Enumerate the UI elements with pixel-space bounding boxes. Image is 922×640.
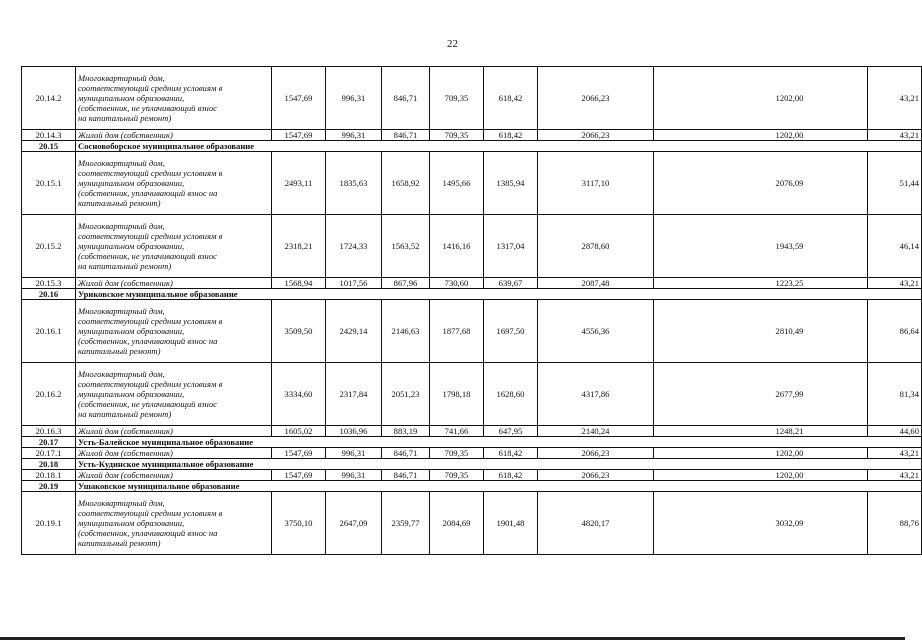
table-row [22, 300, 922, 363]
value-cell: 1416,16 [430, 215, 484, 278]
section-code: 20.18 [22, 459, 76, 470]
value-cell: 86,64 [868, 300, 922, 363]
value-cell: 2051,23 [382, 363, 430, 426]
table-row [22, 492, 922, 555]
value-cell: 996,31 [326, 130, 382, 141]
value-cell: 2359,77 [382, 492, 430, 555]
row-code: 20.15.2 [22, 215, 76, 278]
section-filler [326, 481, 922, 492]
value-cell: 3117,10 [538, 152, 654, 215]
value-cell: 2140,24 [538, 426, 654, 437]
page-number: 22 [447, 38, 458, 50]
row-description: Многоквартирный дом, соответствующий средним условиям в муниципальном образовании, (собственник, уплачивающий взнос на капитальный ремонт) [76, 300, 272, 363]
value-cell: 44,60 [868, 426, 922, 437]
value-cell: 43,21 [868, 278, 922, 289]
value-cell: 2318,21 [272, 215, 326, 278]
value-cell: 867,96 [382, 278, 430, 289]
section-filler [326, 437, 922, 448]
row-description: Многоквартирный дом, соответствующий средним условиям в муниципальном образовании, (собственник, не уплачивающий взнос на капитальный ремонт) [76, 363, 272, 426]
value-cell: 46,14 [868, 215, 922, 278]
tariff-table [21, 66, 922, 555]
row-code: 20.14.2 [22, 67, 76, 130]
value-cell: 2647,09 [326, 492, 382, 555]
section-name: Усть-Кудинское муниципальное образование [76, 459, 326, 470]
row-description: Жилой дом (собственник) [76, 278, 272, 289]
row-code: 20.18.1 [22, 470, 76, 481]
value-cell: 1568,94 [272, 278, 326, 289]
value-cell: 1547,69 [272, 67, 326, 130]
value-cell: 846,71 [382, 67, 430, 130]
value-cell: 709,35 [430, 67, 484, 130]
row-code: 20.16.2 [22, 363, 76, 426]
value-cell: 1605,02 [272, 426, 326, 437]
section-name: Ушаковское муниципальное образование [76, 481, 326, 492]
value-cell: 2146,63 [382, 300, 430, 363]
value-cell: 1547,69 [272, 470, 326, 481]
value-cell: 1798,18 [430, 363, 484, 426]
table-row [22, 278, 922, 289]
value-cell: 2493,11 [272, 152, 326, 215]
value-cell: 4820,17 [538, 492, 654, 555]
row-code: 20.16.3 [22, 426, 76, 437]
table-row [22, 363, 922, 426]
value-cell: 2677,99 [654, 363, 868, 426]
row-code: 20.17.1 [22, 448, 76, 459]
value-cell: 2066,23 [538, 470, 654, 481]
value-cell: 618,42 [484, 470, 538, 481]
value-cell: 2087,48 [538, 278, 654, 289]
table-row [22, 130, 922, 141]
value-cell: 1835,63 [326, 152, 382, 215]
value-cell: 4317,86 [538, 363, 654, 426]
value-cell: 3334,60 [272, 363, 326, 426]
section-filler [326, 289, 922, 300]
section-row [22, 437, 922, 448]
value-cell: 1547,69 [272, 448, 326, 459]
table-row [22, 470, 922, 481]
value-cell: 3750,10 [272, 492, 326, 555]
value-cell: 1658,92 [382, 152, 430, 215]
table-row [22, 448, 922, 459]
section-code: 20.17 [22, 437, 76, 448]
value-cell: 51,44 [868, 152, 922, 215]
value-cell: 996,31 [326, 470, 382, 481]
value-cell: 2317,84 [326, 363, 382, 426]
row-description: Жилой дом (собственник) [76, 470, 272, 481]
value-cell: 1017,56 [326, 278, 382, 289]
value-cell: 1724,33 [326, 215, 382, 278]
value-cell: 2878,60 [538, 215, 654, 278]
row-code: 20.19.1 [22, 492, 76, 555]
value-cell: 883,19 [382, 426, 430, 437]
value-cell: 1563,52 [382, 215, 430, 278]
value-cell: 709,35 [430, 470, 484, 481]
value-cell: 618,42 [484, 130, 538, 141]
value-cell: 618,42 [484, 448, 538, 459]
value-cell: 709,35 [430, 130, 484, 141]
value-cell: 1385,94 [484, 152, 538, 215]
table-row [22, 215, 922, 278]
value-cell: 647,95 [484, 426, 538, 437]
section-row [22, 459, 922, 470]
value-cell: 1036,96 [326, 426, 382, 437]
value-cell: 2084,69 [430, 492, 484, 555]
value-cell: 846,71 [382, 470, 430, 481]
row-code: 20.15.3 [22, 278, 76, 289]
value-cell: 1202,00 [654, 448, 868, 459]
value-cell: 709,35 [430, 448, 484, 459]
value-cell: 2066,23 [538, 130, 654, 141]
section-code: 20.19 [22, 481, 76, 492]
table-row [22, 152, 922, 215]
section-code: 20.16 [22, 289, 76, 300]
value-cell: 996,31 [326, 67, 382, 130]
section-filler [326, 459, 922, 470]
value-cell: 1697,50 [484, 300, 538, 363]
value-cell: 1547,69 [272, 130, 326, 141]
table-row [22, 426, 922, 437]
value-cell: 639,67 [484, 278, 538, 289]
value-cell: 1202,00 [654, 67, 868, 130]
row-code: 20.16.1 [22, 300, 76, 363]
row-description: Многоквартирный дом, соответствующий средним условиям в муниципальном образовании, (собственник, уплачивающий взнос на капитальный ремонт) [76, 492, 272, 555]
value-cell: 1943,59 [654, 215, 868, 278]
table-row [22, 67, 922, 130]
value-cell: 1628,60 [484, 363, 538, 426]
value-cell: 846,71 [382, 448, 430, 459]
value-cell: 741,66 [430, 426, 484, 437]
value-cell: 43,21 [868, 470, 922, 481]
section-row [22, 289, 922, 300]
value-cell: 2429,14 [326, 300, 382, 363]
table-body [22, 67, 922, 555]
value-cell: 1202,00 [654, 470, 868, 481]
value-cell: 1223,25 [654, 278, 868, 289]
value-cell: 43,21 [868, 67, 922, 130]
value-cell: 1901,48 [484, 492, 538, 555]
value-cell: 1877,68 [430, 300, 484, 363]
value-cell: 996,31 [326, 448, 382, 459]
row-description: Многоквартирный дом, соответствующий средним условиям в муниципальном образовании, (собственник, уплачивающий взнос на капитальный ремонт) [76, 152, 272, 215]
value-cell: 2810,49 [654, 300, 868, 363]
section-filler [326, 141, 922, 152]
section-name: Сосновоборское муниципальное образование [76, 141, 326, 152]
value-cell: 3509,50 [272, 300, 326, 363]
row-description: Жилой дом (собственник) [76, 448, 272, 459]
value-cell: 43,21 [868, 448, 922, 459]
value-cell: 1495,66 [430, 152, 484, 215]
value-cell: 3032,09 [654, 492, 868, 555]
value-cell: 846,71 [382, 130, 430, 141]
value-cell: 2066,23 [538, 67, 654, 130]
row-description: Жилой дом (собственник) [76, 426, 272, 437]
section-row [22, 481, 922, 492]
row-description: Жилой дом (собственник) [76, 130, 272, 141]
row-code: 20.14.3 [22, 130, 76, 141]
value-cell: 618,42 [484, 67, 538, 130]
value-cell: 2066,23 [538, 448, 654, 459]
value-cell: 4556,36 [538, 300, 654, 363]
value-cell: 1248,21 [654, 426, 868, 437]
value-cell: 88,76 [868, 492, 922, 555]
section-code: 20.15 [22, 141, 76, 152]
value-cell: 1317,04 [484, 215, 538, 278]
row-description: Многоквартирный дом, соответствующий средним условиям в муниципальном образовании, (собственник, не уплачивающий взнос на капитальный ремонт) [76, 67, 272, 130]
value-cell: 81,34 [868, 363, 922, 426]
section-name: Уриковское муниципальное образование [76, 289, 326, 300]
section-row [22, 141, 922, 152]
row-code: 20.15.1 [22, 152, 76, 215]
value-cell: 2076,09 [654, 152, 868, 215]
row-description: Многоквартирный дом, соответствующий средним условиям в муниципальном образовании, (собственник, не уплачивающий взнос на капитальный ремонт) [76, 215, 272, 278]
value-cell: 730,60 [430, 278, 484, 289]
value-cell: 43,21 [868, 130, 922, 141]
section-name: Усть-Балейское муниципальное образование [76, 437, 326, 448]
value-cell: 1202,00 [654, 130, 868, 141]
